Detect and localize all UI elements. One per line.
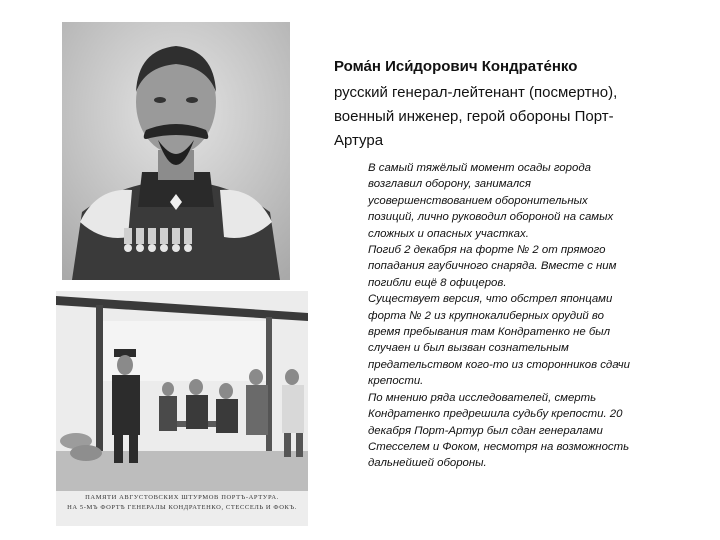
body-line: Существует версия, что обстрел японцами [368, 293, 613, 306]
page-title: Рома́н Иси́дорович Кондрате́нко [334, 58, 578, 75]
body-line: попадания гаубичного снаряда. Вместе с ним [368, 260, 617, 273]
body-line: Стесселем и Фоком, несмотря на возможность [368, 440, 630, 453]
body-line: позиций, лично руководил обороной на самых [368, 211, 614, 224]
body-line: крепости. [368, 375, 424, 388]
body-line: В самый тяжёлый момент осады города [368, 162, 591, 174]
body-line: Погиб 2 декабря на форте № 2 от прямого [368, 244, 606, 257]
subtitle-line: русский генерал-лейтенант (посмертно), [334, 84, 618, 101]
body-line: форта № 2 из крупнокалиберных орудий во [368, 309, 604, 322]
photo-caption-line: ПАМЯТИ АВГУСТОВСКИХ ШТУРМОВ ПОРТЪ-АРТУРА. [85, 494, 279, 501]
body-line: дальнейшей обороны. [368, 457, 487, 470]
body-line: возглавил оборону, занимался [368, 178, 531, 191]
body-line: сложных и опасных участках. [368, 227, 529, 240]
fort-group-photo [56, 291, 308, 526]
biography-text [368, 160, 708, 472]
subtitle-line: Артура [334, 132, 384, 149]
body-line: случаен и был вызван сознательным [368, 342, 569, 355]
photo-caption-line: НА 5-МЪ ФОРТѢ ГЕНЕРАЛЫ КОНДРАТЕНКО, СТЕССЕЛЬ И ФОКЪ. [67, 504, 297, 511]
body-line: декабря Порт-Артур был сдан генералами [368, 424, 603, 437]
body-line: По мнению ряда исследователей, смерть [368, 391, 597, 404]
body-line: предательством кого-то из сторонников сдачи [368, 358, 631, 371]
subtitle-line: военный инженер, герой обороны Порт- [334, 108, 614, 125]
photo-caption [56, 493, 308, 526]
body-line: Кондратенко предрешила судьбу крепости. 20 [368, 408, 623, 421]
body-line: погибли ещё 8 офицеров. [368, 276, 507, 289]
body-line: время пребывания там Кондратенко не был [368, 326, 611, 339]
page-subtitle [334, 81, 694, 153]
body-line: усовершенствованием оборонительных [368, 194, 588, 207]
portrait-photo [62, 22, 290, 280]
